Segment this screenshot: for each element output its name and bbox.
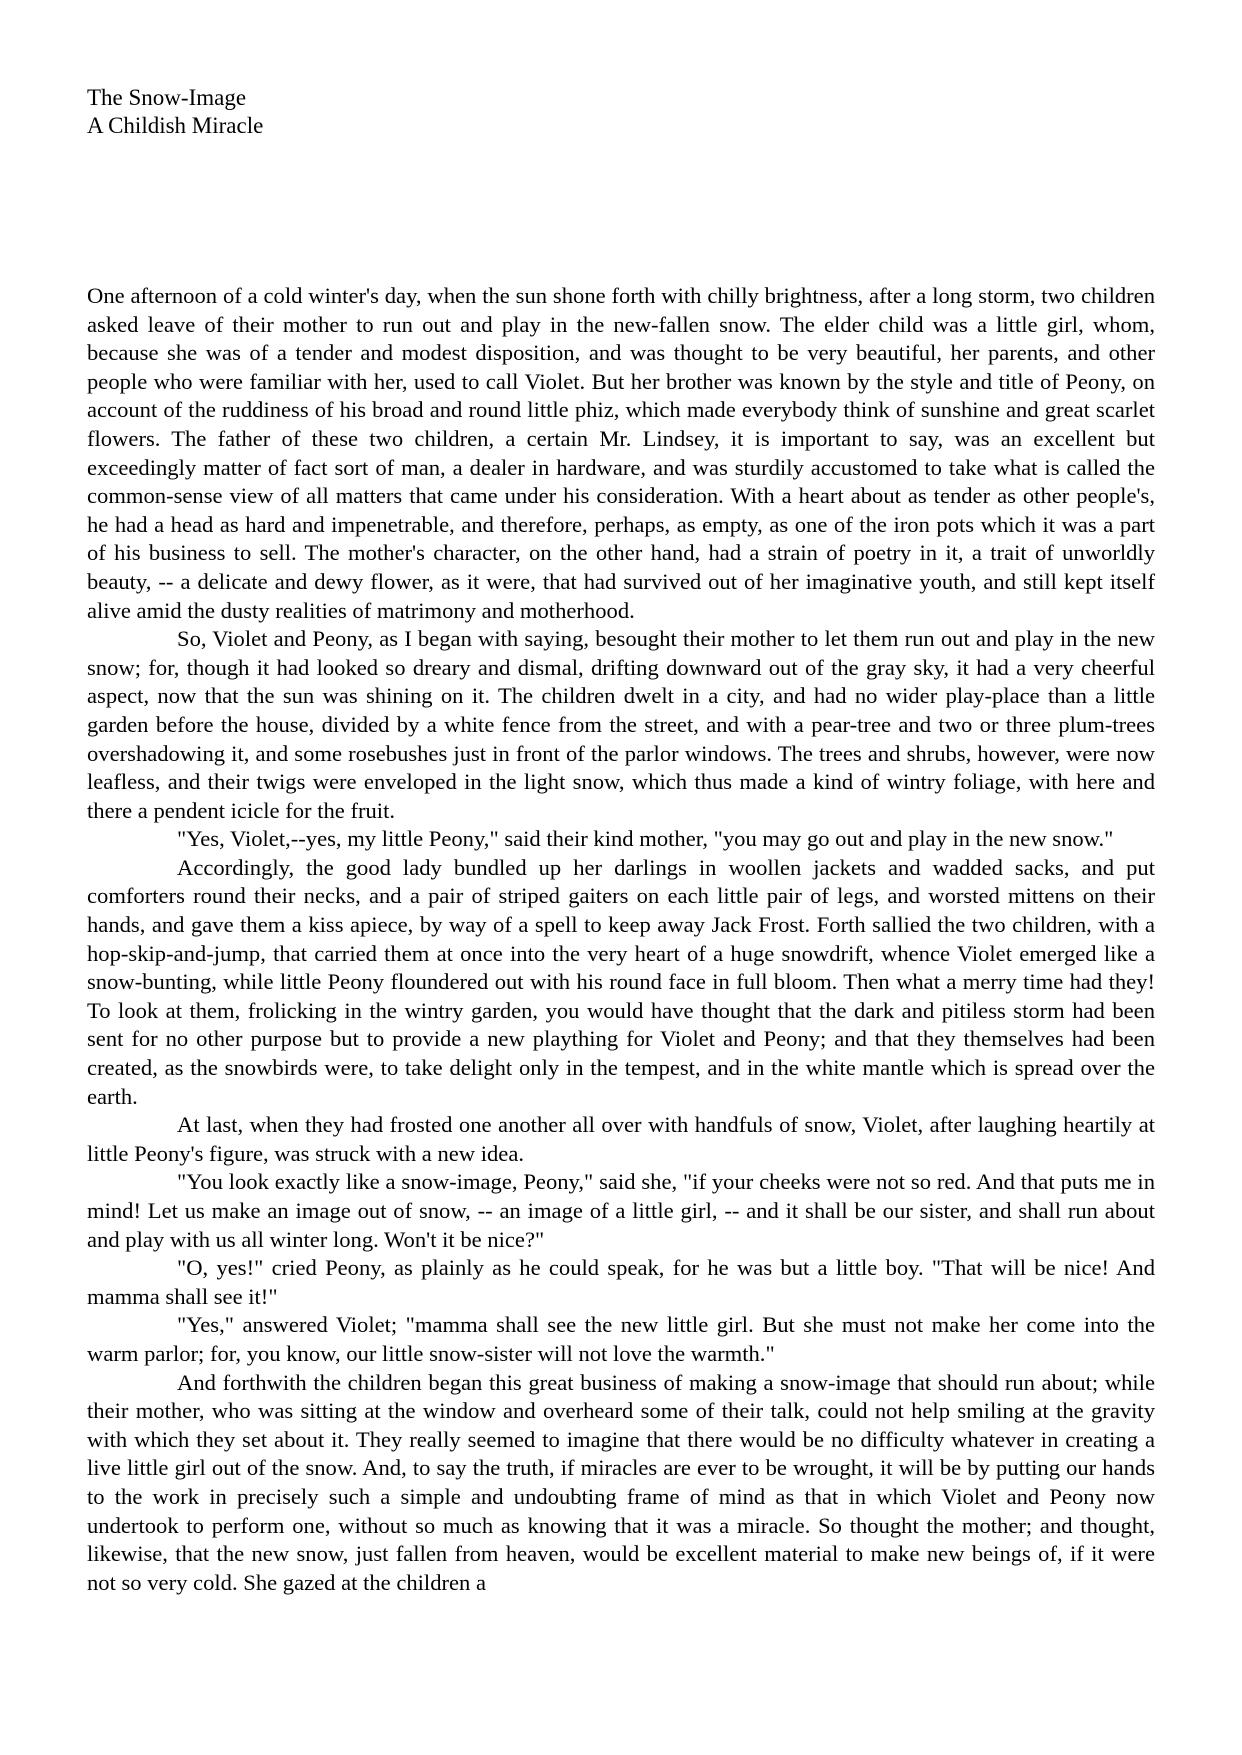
- document-title: The Snow-Image: [87, 85, 247, 110]
- paragraph: "Yes," answered Violet; "mamma shall see the new little girl. But she must not make her come into the warm parlor; for, you know, our little snow-sister will not love the warmth.": [87, 1312, 1155, 1366]
- document-subtitle: A Childish Miracle: [87, 113, 264, 138]
- paragraph: "Yes, Violet,--yes, my little Peony," said their kind mother, "you may go out and play in the new snow.": [177, 826, 1114, 852]
- document-body: [87, 282, 1155, 1597]
- paragraph: At last, when they had frosted one another all over with handfuls of snow, Violet, after laughing heartily at little Peony's figure, was struck with a new idea.: [87, 1112, 1155, 1166]
- paragraph: And forthwith the children began this great business of making a snow-image that should run about; while their mother, who was sitting at the window and overheard some of their talk, could not help smiling at the gravity with which they set about it. They really seemed to imagine that there would be no difficulty whatever in creating a live little girl out of the snow. And, to say the truth, if miracles are ever to be wrought, it will be by putting our hands to the work in precisely such a simple and undoubting frame of mind as that in which Violet and Peony now undertook to perform one, without so much as knowing that it was a miracle. So thought the mother; and thought, likewise, that the new snow, just fallen from heaven, would be excellent material to make new beings of, if it were not so very cold. She gazed at the children a: [87, 1369, 1155, 1595]
- paragraph: Accordingly, the good lady bundled up her darlings in woollen jackets and wadded sacks, and put comforters round their necks, and a pair of striped gaiters on each little pair of legs, and worsted mittens on their hands, and gave them a kiss apiece, by way of a spell to keep away Jack Frost. Forth sallied the two children, with a hop-skip-and-jump, that carried them at once into the very heart of a huge snowdrift, whence Violet emerged like a snow-bunting, while little Peony floundered out with his round face in full bloom. Then what a merry time had they! To look at them, frolicking in the wintry garden, you would have thought that the dark and pitiless storm had been sent for no other purpose but to provide a new plaything for Violet and Peony; and that they themselves had been created, as the snowbirds were, to take delight only in the tempest, and in the white mantle which is spread over the earth.: [87, 854, 1155, 1109]
- paragraph: So, Violet and Peony, as I began with saying, besought their mother to let them run out and play in the new snow; for, though it had looked so dreary and dismal, drifting downward out of the gray sky, it had a very cheerful aspect, now that the sun was shining on it. The children dwelt in a city, and had no wider play-place than a little garden before the house, divided by a white fence from the street, and with a pear-tree and two or three plum-trees overshadowing it, and some rosebushes just in front of the parlor windows. The trees and shrubs, however, were now leafless, and their twigs were enveloped in the light snow, which thus made a kind of wintry foliage, with here and there a pendent icicle for the fruit.: [87, 626, 1155, 823]
- document-page: [87, 84, 1155, 1597]
- document-heading: [87, 84, 1155, 140]
- paragraph: "You look exactly like a snow-image, Peony," said she, "if your cheeks were not so red. And that puts me in mind! Let us make an image out of snow, -- an image of a little girl, -- and it shall be our sister, and shall run about and play with us all winter long. Won't it be nice?": [87, 1169, 1155, 1252]
- paragraph: "O, yes!" cried Peony, as plainly as he could speak, for he was but a little boy. "That will be nice! And mamma shall see it!": [87, 1255, 1155, 1309]
- paragraph: One afternoon of a cold winter's day, when the sun shone forth with chilly brightness, after a long storm, two children asked leave of their mother to run out and play in the new-fallen snow. The elder child was a little girl, whom, because she was of a tender and modest disposition, and was thought to be very beautiful, her parents, and other people who were familiar with her, used to call Violet. But her brother was known by the style and title of Peony, on account of the ruddiness of his broad and round little phiz, which made everybody think of sunshine and great scarlet flowers. The father of these two children, a certain Mr. Lindsey, it is important to say, was an excellent but exceedingly matter of fact sort of man, a dealer in hardware, and was sturdily accustomed to take what is called the common-sense view of all matters that came under his consideration. With a heart about as tender as other people's, he had a head as hard and impenetrable, and therefore, perhaps, as empty, as one of the iron pots which it was a part of his business to sell. The mother's character, on the other hand, had a strain of poetry in it, a trait of unworldly beauty, -- a delicate and dewy flower, as it were, that had survived out of her imaginative youth, and still kept itself alive amid the dusty realities of matrimony and motherhood.: [87, 283, 1155, 623]
